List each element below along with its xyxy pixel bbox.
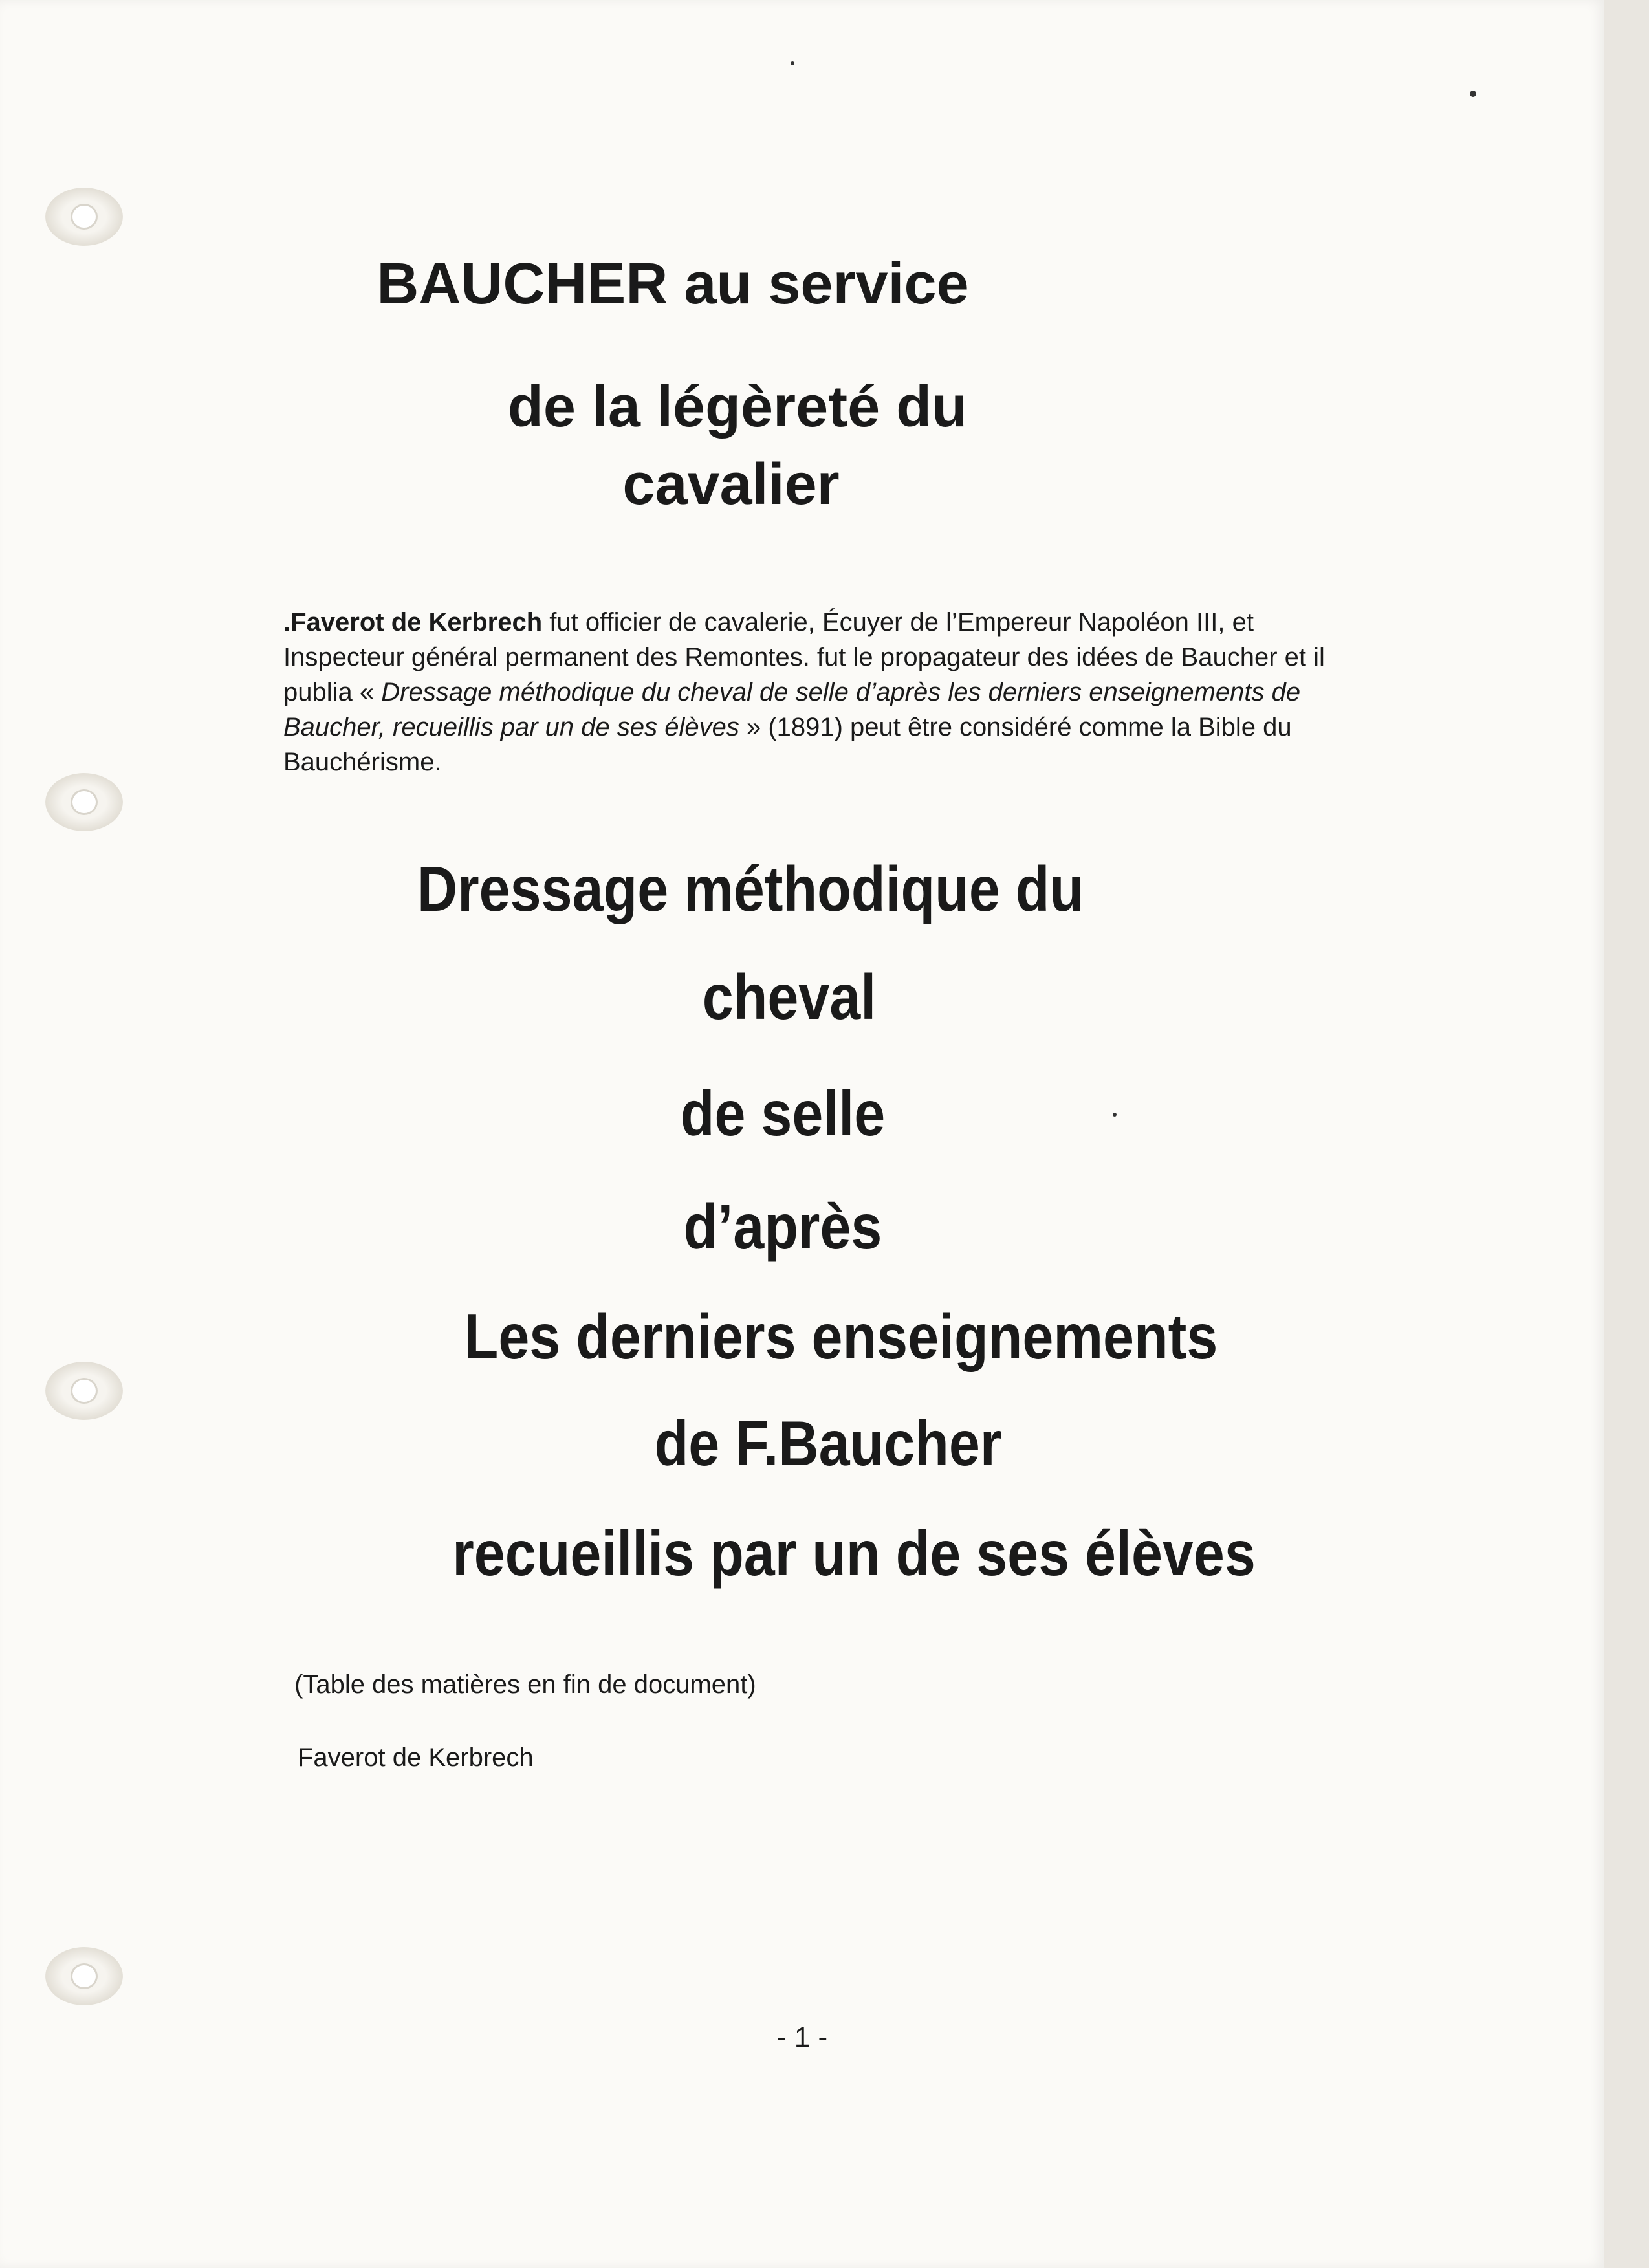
intro-lead: .Faverot de Kerbrech <box>283 608 543 637</box>
binder-hole-bottom <box>45 1947 123 2005</box>
book-title-line-2: cheval <box>702 961 877 1032</box>
book-title-line-6: de F.Baucher <box>654 1408 1002 1479</box>
binder-hole-lower <box>45 1362 123 1420</box>
book-title-line-3: de selle <box>680 1078 886 1149</box>
ink-speck <box>1470 91 1476 97</box>
binder-hole-middle <box>45 773 123 831</box>
title-line-1: BAUCHER au service <box>377 252 969 316</box>
binder-hole-top <box>45 188 123 246</box>
intro-text-1: fut officier de cavalerie, Écuyer de l’Empereur Napoléon III, et Inspecteur général permanent des Remontes. fut le propagateur des idées de Baucher et il publia « <box>283 608 1325 706</box>
title-line-3: cavalier <box>622 452 840 517</box>
book-title-line-4: d’après <box>683 1191 882 1262</box>
intro-paragraph <box>283 605 1357 780</box>
ink-speck <box>791 61 794 65</box>
book-title-line-5: Les derniers enseignements <box>464 1301 1218 1372</box>
book-title-line-7: recueillis par un de ses élèves <box>452 1518 1256 1589</box>
book-title-line-1: Dressage méthodique du <box>417 853 1084 924</box>
intro-book-title: Dressage méthodique du cheval de selle d’après les derniers enseignements de Baucher, recueillis par un de ses élèves <box>283 678 1301 741</box>
intro-text-2: » (1891) peut être considéré comme la Bible du Bauchérisme. <box>283 713 1292 776</box>
table-of-contents-note: (Table des matières en fin de document) <box>294 1670 756 1699</box>
page-number: - 1 - <box>776 2022 828 2053</box>
title-line-2: de la légèreté du <box>507 375 968 439</box>
author-name: Faverot de Kerbrech <box>298 1743 534 1772</box>
